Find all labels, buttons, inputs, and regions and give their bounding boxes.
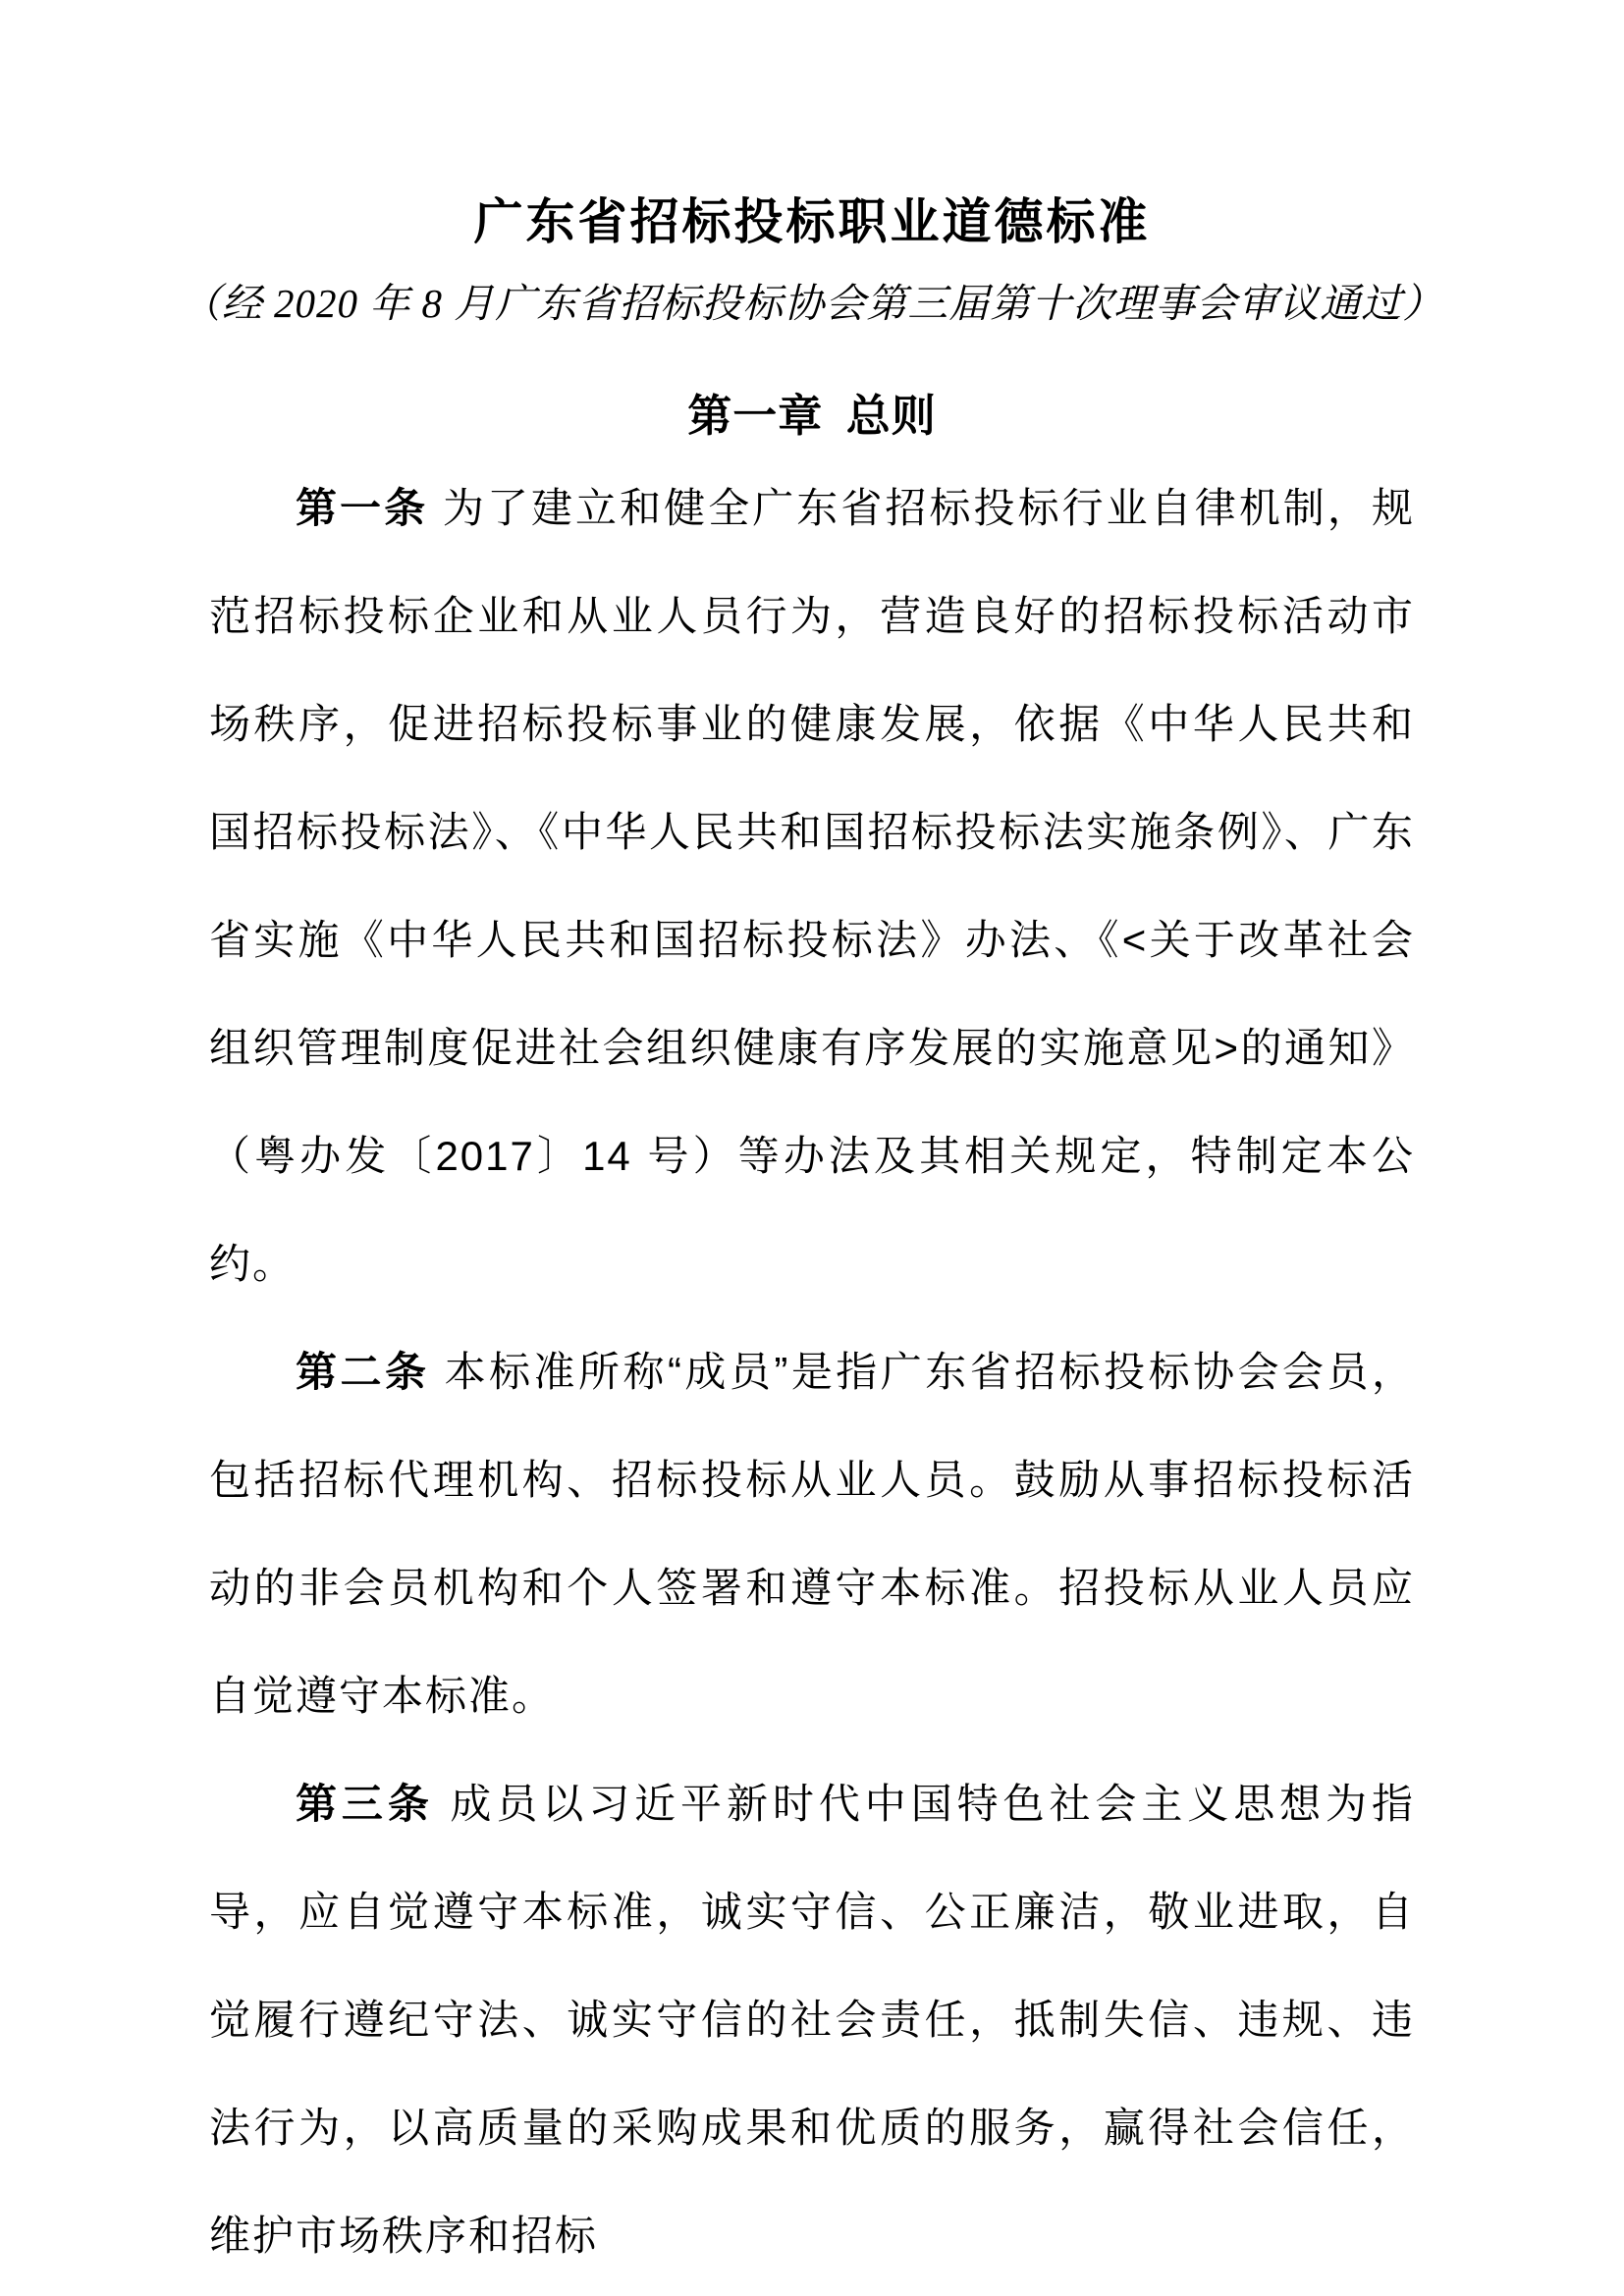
paragraph-article-3 [209,1750,1415,2290]
article-2-label: 第二条 [296,1349,430,1395]
article-3-label: 第三条 [296,1781,434,1827]
document-subtitle: （经 2020 年 8 月广东省招标投标协会第三届第十次理事会审议通过） [180,281,1444,326]
chapter-heading: 第一章 总则 [687,391,937,441]
paragraph-article-1 [209,454,1415,1318]
article-2-text: 本标准所称“成员”是指广东省招标投标协会会员，包括招标代理机构、招标投标从业人员。鼓励从事招标投标活动的非会员机构和个人签署和遵守本标准。招投标从业人员应自觉遵守本标准。 [209,1349,1415,1719]
article-1-text: 为了建立和健全广东省招标投标行业自律机制，规范招标投标企业和从业人员行为，营造良好的招标投标活动市场秩序，促进招标投标事业的健康发展，依据《中华人民共和国招标投标法》、《中华人民共和国招标投标法实施条例》、广东省实施《中华人民共和国招标投标法》办法、《<关于改革社会组织管理制度促进社会组织健康有序发展的实施意见>的通知》（粤办发〔2017〕14 号）等办法及其相关规定，特制定本公约。 [209,485,1415,1287]
document-title: 广东省招标投标职业道德标准 [473,194,1151,249]
article-1-label: 第一条 [296,485,429,531]
document-body [209,454,1415,2290]
paragraph-article-2 [209,1318,1415,1750]
article-3-text: 成员以习近平新时代中国特色社会主义思想为指导，应自觉遵守本标准，诚实守信、公正廉洁，敬业进取，自觉履行遵纪守法、诚实守信的社会责任，抵制失信、违规、违法行为，以高质量的采购成果和优质的服务，赢得社会信任，维护市场秩序和招标 [209,1781,1415,2259]
